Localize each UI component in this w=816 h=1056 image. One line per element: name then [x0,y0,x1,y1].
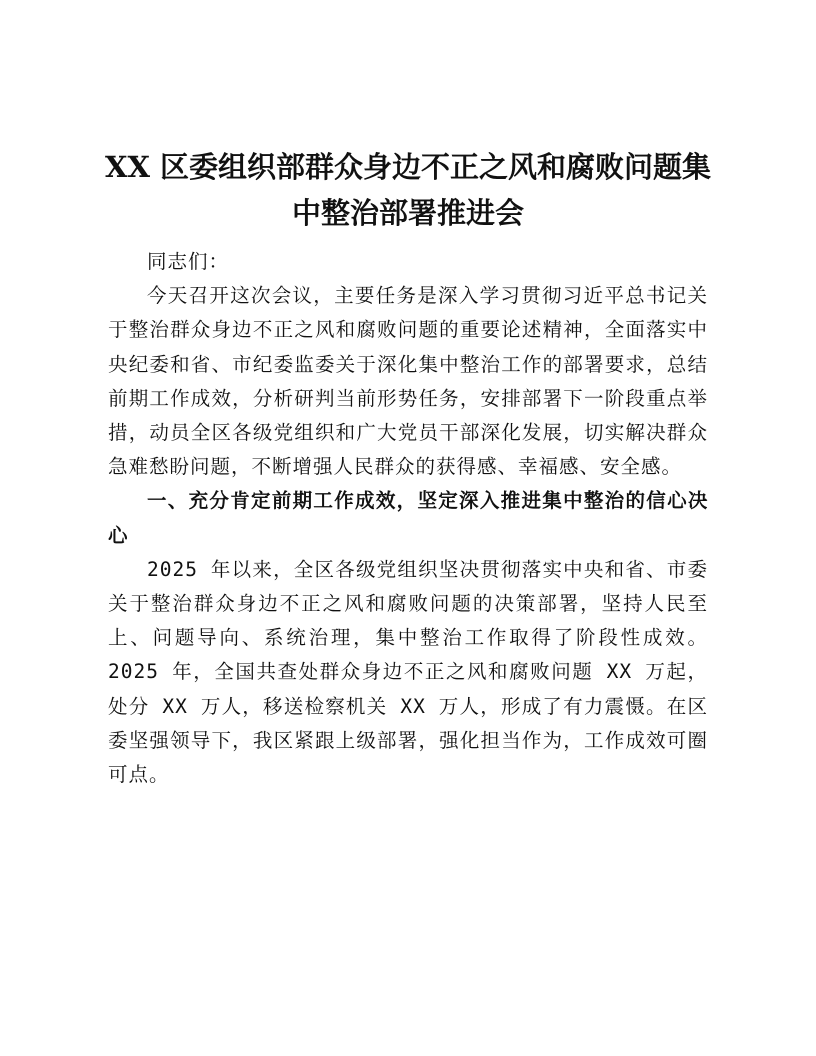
document-title: XX 区委组织部群众身边不正之风和腐败问题集中整治部署推进会 [104,150,712,230]
paragraph-intro: 今天召开这次会议，主要任务是深入学习贯彻习近平总书记关于整治群众身边不正之风和腐败问题的重要论述精神，全面落实中央纪委和省、市纪委监委关于深化集中整治工作的部署要求，总结前期工作成效，分析研判当前形势任务，安排部署下一阶段重点举措，动员全区各级党组织和广大党员干部深化发展，切实解决群众急难愁盼问题，不断增强人民群众的获得感、幸福感、安全感。 [108,284,708,479]
paragraph-achievements: 2025 年以来，全区各级党组织坚决贯彻落实中央和省、市委关于整治群众身边不正之风和腐败问题的决策部署，坚持人民至上、问题导向、系统治理，集中整治工作取得了阶段性成效。2025 年，全国共查处群众身边不正之风和腐败问题 XX 万起，处分 XX 万人，移送检察机关 XX 万人，形成了有力震慑。在区委坚强领导下，我区紧跟上级部署，强化担当作为，工作成效可圈可点。 [108,557,708,787]
section-heading-1: 一、充分肯定前期工作成效，坚定深入推进集中整治的信心决心 [108,489,708,547]
salutation: 同志们： [147,250,230,273]
document-body [108,245,708,792]
